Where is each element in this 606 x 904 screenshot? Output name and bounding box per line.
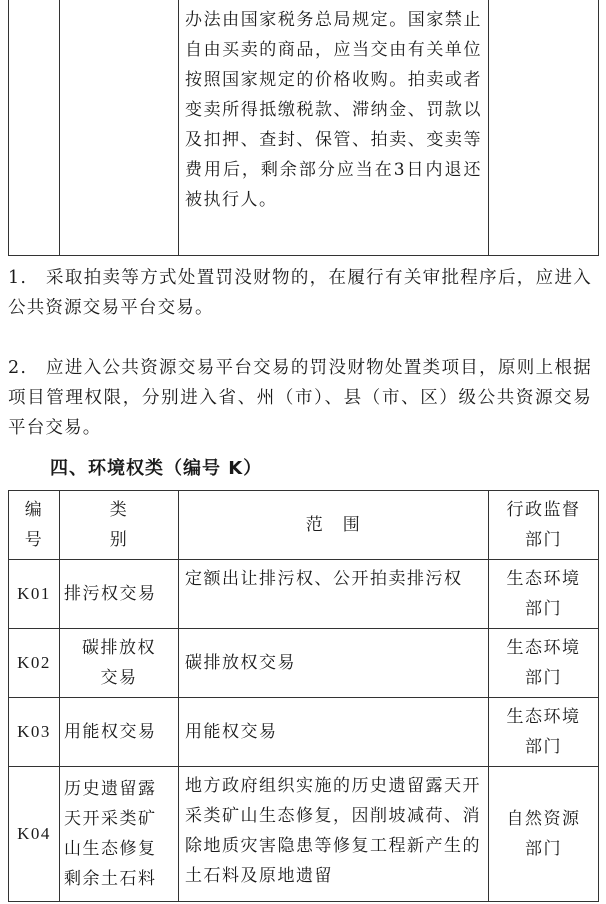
header-row xyxy=(9,491,599,560)
paragraph-1: 1. 采取拍卖等方式处置罚没财物的，在履行有关审批程序后，应进入公共资源交易平台交易。 xyxy=(8,268,592,318)
row-code: K02 xyxy=(9,629,60,698)
table-row xyxy=(9,629,599,698)
row-scope: 用能权交易 xyxy=(179,698,489,767)
dept-cell xyxy=(489,0,599,256)
row-scope: 碳排放权交易 xyxy=(179,629,489,698)
row-category: 用能权交易 xyxy=(60,698,179,767)
header-dept: 行政监督 部门 xyxy=(489,491,599,560)
row-category: 碳排放权 交易 xyxy=(60,629,179,698)
code-cell xyxy=(9,0,60,256)
row-scope: 地方政府组织实施的历史遗留露天开采类矿山生态修复，因削坡减荷、消除地质灾害隐患等修复工程新产生的土石料及原地遗留 xyxy=(179,767,489,902)
row-scope: 定额出让排污权、公开拍卖排污权 xyxy=(179,560,489,629)
scope-text: 办法由国家税务总局规定。国家禁止自由买卖的商品，应当交由有关单位按照国家规定的价格收购。拍卖或者变卖所得抵缴税款、滞纳金、罚款以及扣押、查封、保管、拍卖、变卖等费用后，剩余部分应当在3日内退还被执行人。 xyxy=(185,10,482,210)
row-code: K03 xyxy=(9,698,60,767)
row-code: K04 xyxy=(9,767,60,902)
row-category: 历史遗留露天开采类矿山生态修复剩余土石料 xyxy=(60,767,179,902)
environment-rights-table xyxy=(8,490,599,902)
header-code: 编 号 xyxy=(9,491,60,560)
table-row xyxy=(9,0,599,256)
header-scope: 范 围 xyxy=(179,491,489,560)
paragraph-2: 2. 应进入公共资源交易平台交易的罚没财物处置类项目，原则上根据项目管理权限，分别进入省、州（市）、县（市、区）级公共资源交易平台交易。 xyxy=(8,358,592,438)
row-category: 排污权交易 xyxy=(60,560,179,629)
row-code: K01 xyxy=(9,560,60,629)
table-row xyxy=(9,767,599,902)
continuation-table xyxy=(8,0,599,256)
row-dept: 生态环境 部门 xyxy=(489,698,599,767)
section-heading: 四、环境权类（编号 K） xyxy=(50,458,263,479)
row-dept: 生态环境 部门 xyxy=(489,629,599,698)
row-dept: 自然资源 部门 xyxy=(489,767,599,902)
table-row xyxy=(9,698,599,767)
scope-cell xyxy=(179,0,489,256)
category-cell xyxy=(60,0,179,256)
row-dept: 生态环境 部门 xyxy=(489,560,599,629)
table-row xyxy=(9,560,599,629)
header-category: 类 别 xyxy=(60,491,179,560)
